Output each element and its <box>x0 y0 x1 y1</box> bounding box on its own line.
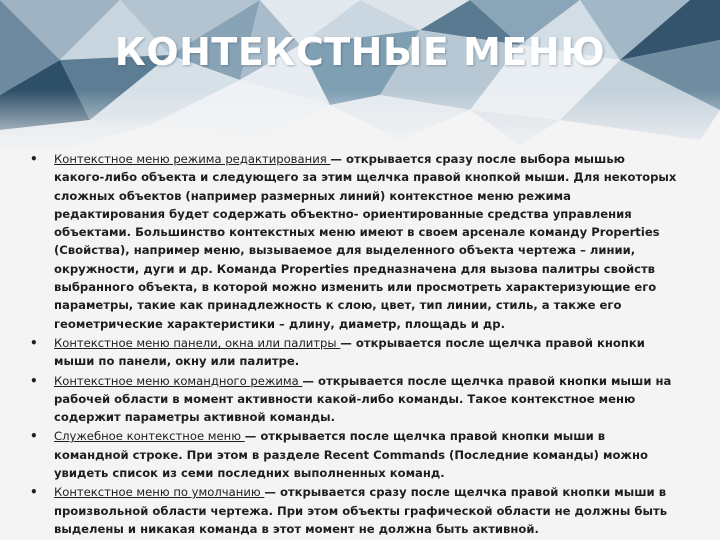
bullet-item-default-menu <box>30 483 678 538</box>
bullet-list <box>30 150 678 539</box>
bullet-item-panel-menu <box>30 334 678 371</box>
bullet-text: — открывается сразу после щелчка правой кнопки мыши в произвольной области чертежа. При этом объекты графической области не должны быть выделены и никакая команда в этот момент не должна быть активной. <box>54 485 668 536</box>
bullet-item-command-mode <box>30 372 678 427</box>
bullet-text: — открывается сразу после выбора мышью какого-либо объекта и следующего за этим щелчка правой кнопкой мыши. Для некоторых сложных объектов (например размерных линий) контекстное меню режима редактирования будет содержать объектно- ориентированные средства управления объектами. Большинство контекстных меню имеют в своем арсенале команду Properties (Свойства), например меню, вызываемое для выделенного объекта чертежа – линии, окружности, дуги и др. Команда Properties предназначена для вызова палитры свойств выбранного объекта, в которой можно изменить или просмотреть характеризующие его параметры, такие как принадлежность к слою, цвет, тип линии, стиль, а также его геометрические характеристики – длину, диаметр, площадь и др. <box>54 152 677 331</box>
bullet-dot-icon: • <box>30 335 38 350</box>
bullet-text: — открывается после щелчка правой кнопки мыши по панели, окну или палитре. <box>54 335 645 369</box>
slide-title: КОНТЕКСТНЫЕ МЕНЮ <box>114 30 606 74</box>
bullet-item-editing-mode <box>30 150 678 333</box>
bullet-text: — открывается после щелчка правой кнопки мыши в командной строке. При этом в разделе Recent Commands (Последние команды) можно увидеть список из семи последних выполненных команд. <box>54 429 648 481</box>
bullet-dot-icon: • <box>30 373 38 388</box>
bullet-dot-icon: • <box>30 485 38 500</box>
bullet-term: Контекстное меню режима редактирования <box>54 152 331 166</box>
bullet-term: Контекстное меню панели, окна или палитры <box>54 335 341 350</box>
bullet-dot-icon: • <box>30 152 38 166</box>
bullet-term: Служебное контекстное меню <box>54 429 245 444</box>
bullet-dot-icon: • <box>30 429 38 444</box>
bullet-text: — открывается после щелчка правой кнопки мыши на рабочей области в момент активности какой-либо команды. Такое контекстное меню содержит параметры активной команды. <box>54 373 672 425</box>
bullet-term: Контекстное меню по умолчанию <box>54 485 265 500</box>
bullet-item-service-menu <box>30 427 678 482</box>
bullet-term: Контекстное меню командного режима <box>54 373 303 388</box>
